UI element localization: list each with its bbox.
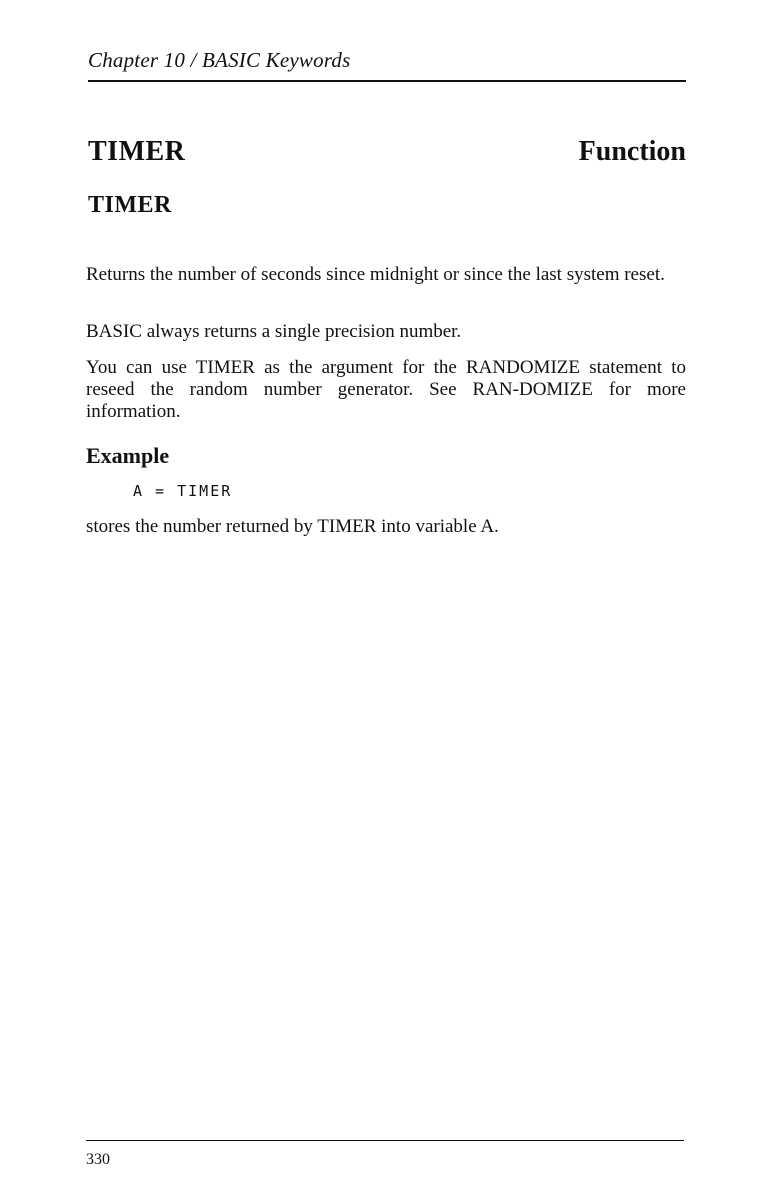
syntax-line: TIMER	[88, 192, 172, 218]
description-paragraph-3: You can use TIMER as the argument for the RANDOMIZE statement to reseed the random number generator. See RAN-DOMIZE for more information.	[86, 357, 686, 422]
page-number: 330	[86, 1151, 110, 1168]
description-paragraph-2: BASIC always returns a single precision number.	[86, 321, 462, 342]
example-explanation: stores the number returned by TIMER into variable A.	[86, 516, 499, 537]
example-heading: Example	[86, 443, 170, 468]
keyword-type: Function	[578, 136, 686, 167]
footer-rule	[86, 1140, 684, 1141]
description-paragraph-1: Returns the number of seconds since midnight or since the last system reset.	[86, 264, 665, 285]
example-code: A = TIMER	[133, 482, 233, 500]
running-head: Chapter 10 / BASIC Keywords	[88, 48, 351, 72]
header-rule	[88, 80, 686, 82]
keyword-title: TIMER	[88, 136, 186, 167]
